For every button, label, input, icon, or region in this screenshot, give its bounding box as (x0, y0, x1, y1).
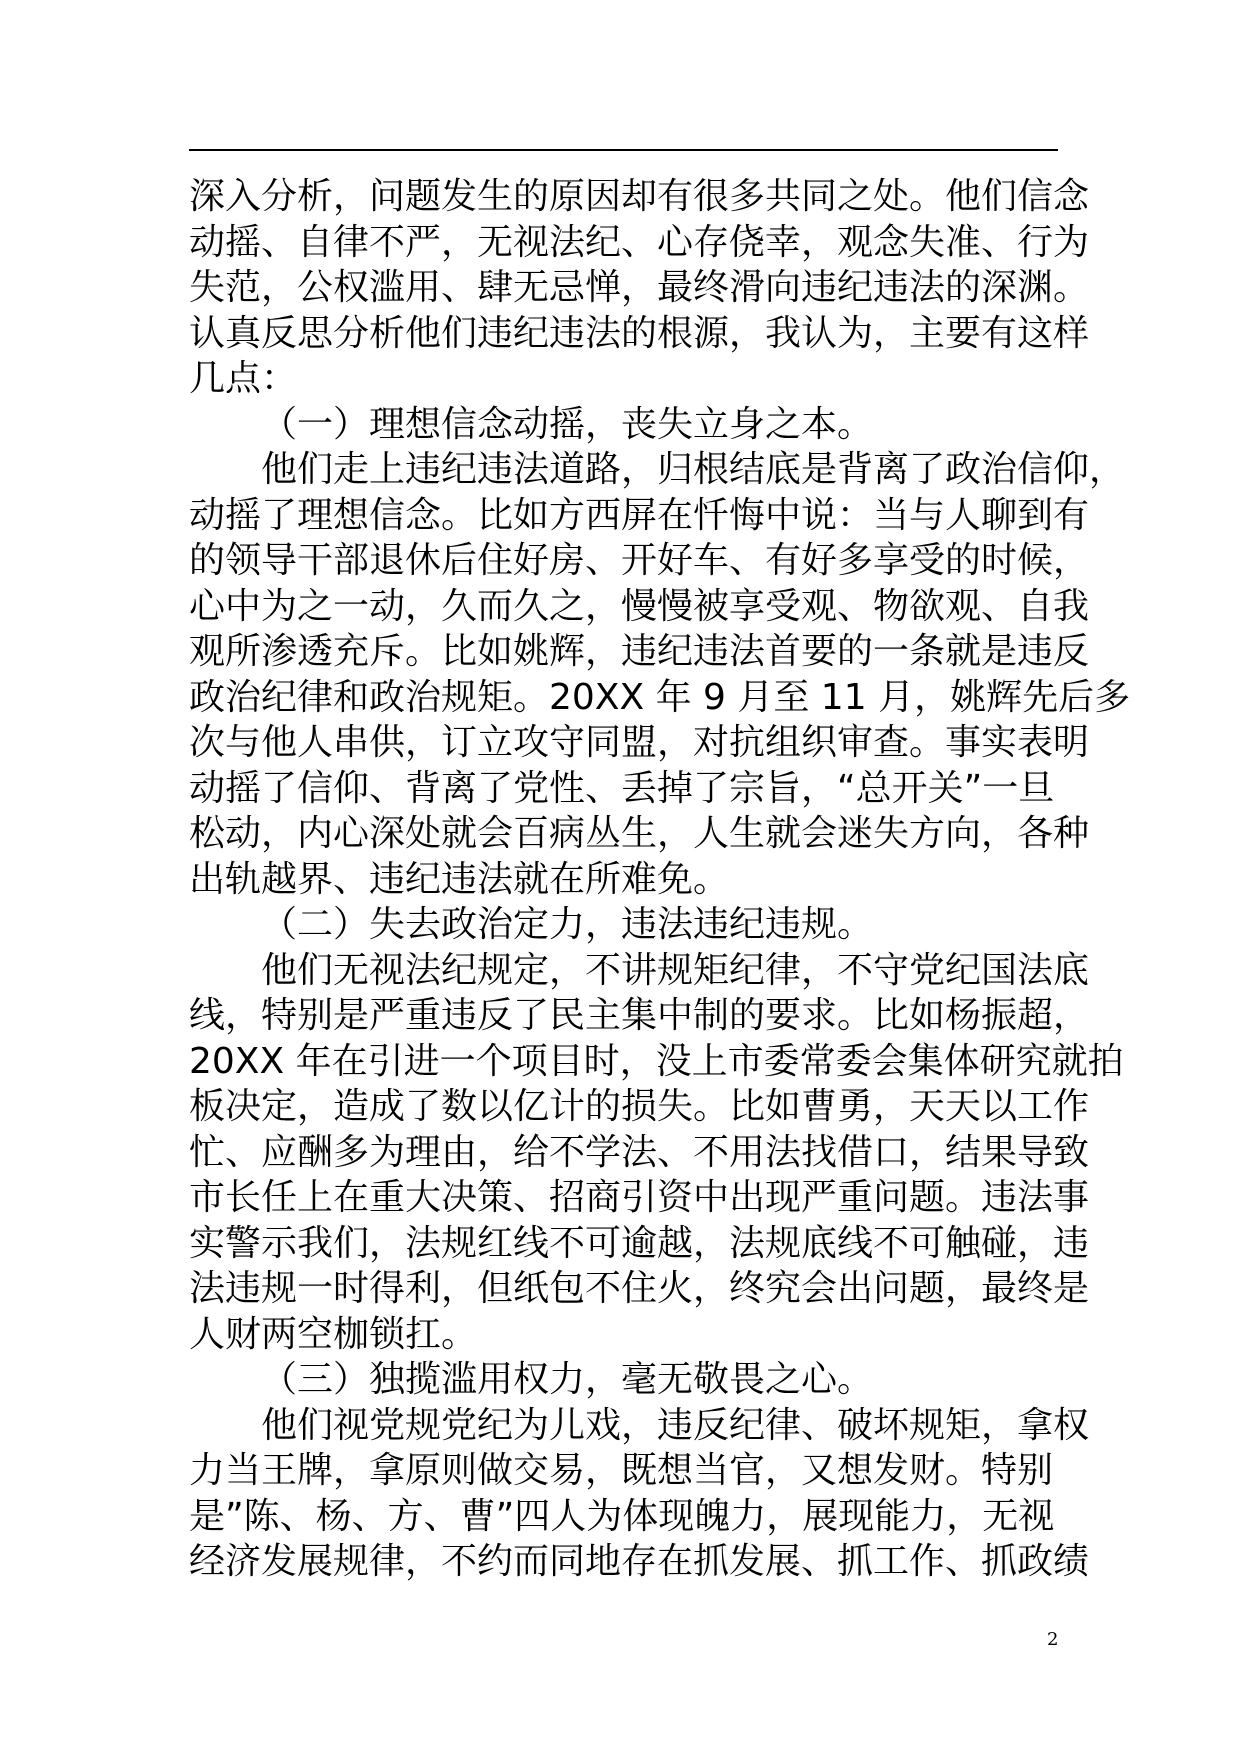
text-line: 他们无视法纪规定，不讲规矩纪律，不守党纪国法底 (261, 949, 1090, 991)
text-line: 忙、应酬多为理由，给不学法、不用法找借口，结果导致 (189, 1131, 1090, 1173)
text-line: 力当王牌，拿原则做交易，既想当官，又想发财。特别 (189, 1450, 1054, 1491)
text-line: 失范，公权滥用、肆无忌惮，最终滑向违纪违法的深渊。 (189, 267, 1090, 308)
text-line: 动摇了信仰、背离了党性、丢掉了宗旨，“总开关”一旦 (189, 767, 1055, 809)
section-heading-text: （一）理想信念动摇，丧失立身之本。 (261, 403, 874, 445)
text-line: 动摇、自律不严，无视法纪、心存侥幸，观念失准、行为 (189, 221, 1090, 263)
text-line: 次与他人串供，订立攻守同盟，对抗组织审查。事实表明 (189, 722, 1090, 763)
text-line: 几点： (189, 358, 298, 399)
text-line: 他们走上违纪违法道路，归根结底是背离了政治信仰， (261, 449, 1126, 490)
document-body (189, 174, 1131, 1585)
text-line: 20XX 年在引进一个项目时，没上市委常委会集体研究就拍 (189, 1040, 1124, 1082)
text-line: 深入分析，问题发生的原因却有很多共同之处。他们信念 (189, 176, 1090, 217)
text-line: 是”陈、杨、方、曹”四人为体现魄力，展现能力，无视 (189, 1495, 1055, 1537)
text-line: 政治纪律和政治规矩。20XX 年 9 月至 11 月，姚辉先后多 (189, 676, 1131, 718)
text-line: 松动，内心深处就会百病丛生，人生就会迷失方向，各种 (189, 813, 1090, 854)
text-line: 观所渗透充斥。比如姚辉，违纪违法首要的一条就是违反 (189, 631, 1090, 672)
section-heading (189, 1357, 1109, 1403)
text-line: 动摇了理想信念。比如方西屏在忏悔中说：当与人聊到有 (189, 494, 1090, 536)
text-line: 心中为之一动，久而久之，慢慢被享受观、物欲观、自我 (189, 585, 1090, 627)
text-line: 出轨越界、违纪违法就在所难免。 (189, 858, 730, 900)
page-number: 2 (1047, 1629, 1059, 1650)
text-line: 板决定，造成了数以亿计的损失。比如曹勇，天天以工作 (189, 1086, 1090, 1127)
text-line: 的领导干部退休后住好房、开好车、有好多享受的时候， (189, 540, 1090, 581)
section-heading-text: （三）独揽滥用权力，毫无敬畏之心。 (261, 1359, 874, 1400)
text-line: 认真反思分析他们违纪违法的根源，我认为，主要有这样 (189, 312, 1090, 354)
text-line: 市长任上在重大决策、招商引资中出现严重问题。违法事 (189, 1177, 1090, 1218)
text-line: 人财两空枷锁扛。 (189, 1313, 478, 1355)
header-rule (189, 149, 1058, 151)
section-heading-text: （二）失去政治定力，违法违纪违规。 (261, 904, 874, 945)
paragraph (189, 447, 1131, 902)
text-line: 线，特别是严重违反了民主集中制的要求。比如杨振超， (189, 995, 1090, 1036)
section-heading (189, 402, 1109, 448)
section-heading (189, 902, 1109, 948)
paragraph (189, 948, 1124, 1358)
paragraph (189, 174, 1109, 402)
text-line: 经济发展规律，不约而同地存在抓发展、抓工作、抓政绩 (189, 1541, 1090, 1582)
text-line: 实警示我们，法规红线不可逾越，法规底线不可触碰，违 (189, 1222, 1090, 1264)
text-line: 他们视党规党纪为儿戏，违反纪律、破坏规矩，拿权 (261, 1404, 1090, 1446)
paragraph (189, 1403, 1109, 1585)
text-line: 法违规一时得利，但纸包不住火，终究会出问题，最终是 (189, 1268, 1090, 1309)
